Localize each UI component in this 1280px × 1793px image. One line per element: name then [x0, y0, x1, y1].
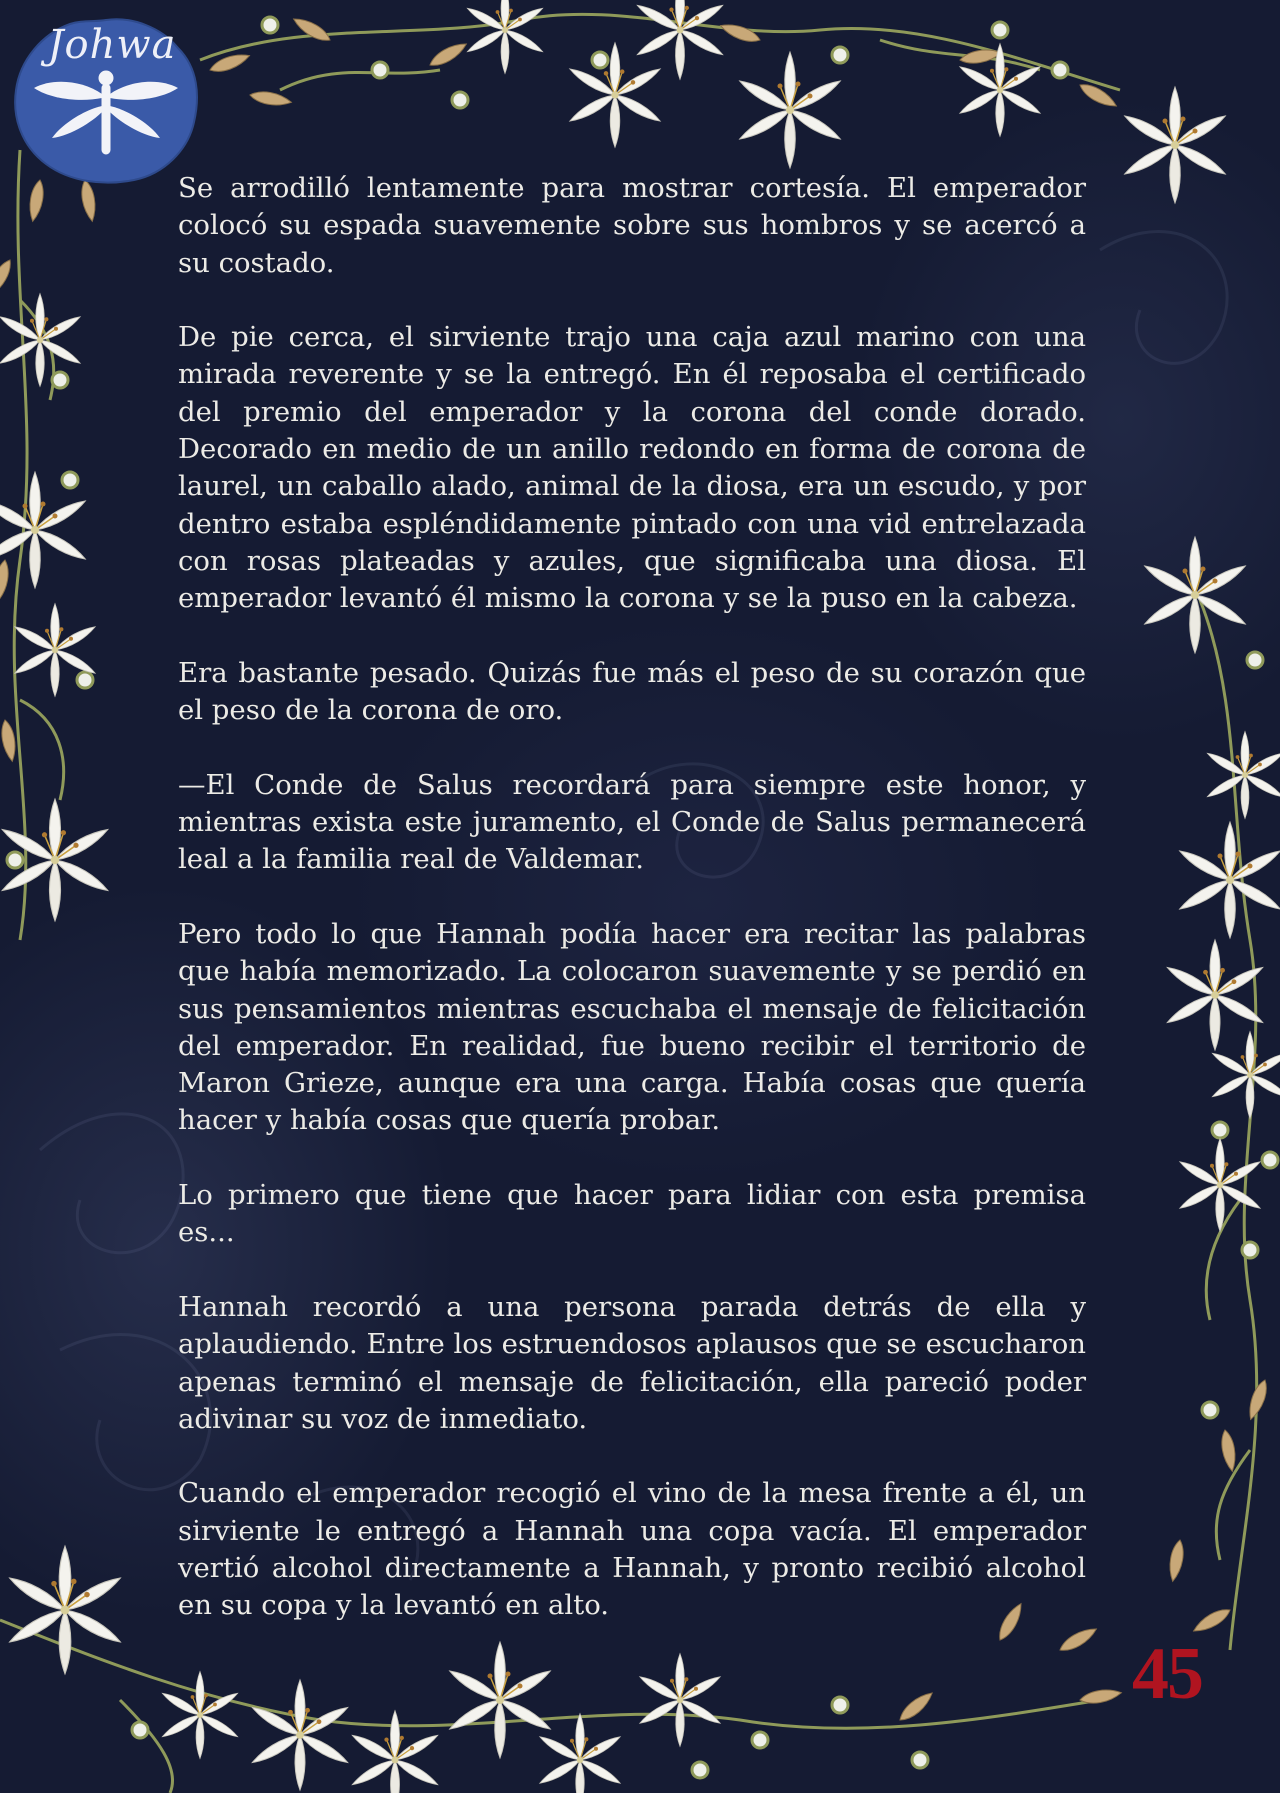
- page-number: 45: [1132, 1633, 1202, 1715]
- chapter-text: [178, 170, 1086, 1662]
- paragraph: Pero todo lo que Hannah podía hacer era recitar las palabras que había memorizado. La colocaron suavemente y se perdió en sus pensamientos mientras escuchaba el mensaje de felicitación del emperador. En realidad, fue bueno recibir el territorio de Maron Grieze, aunque era una carga. Había cosas que quería hacer y había cosas que quería probar.: [178, 917, 1086, 1137]
- paragraph: Hannah recordó a una persona parada detrás de ella y aplaudiendo. Entre los estruendosos aplausos que se escucharon apenas terminó el mensaje de felicitación, ella pareció poder adivinar su voz de inmediato.: [178, 1290, 1086, 1435]
- paragraph: Cuando el emperador recogió el vino de la mesa frente a él, un sirviente le entregó a Hannah una copa vacía. El emperador vertió alcohol directamente a Hannah, y pronto recibió alcohol en su copa y la levantó en alto.: [178, 1477, 1086, 1622]
- paragraph: Se arrodilló lentamente para mostrar cortesía. El emperador colocó su espada suavemente sobre sus hombros y se acercó a su costado.: [178, 172, 1086, 279]
- paragraph: —El Conde de Salus recordará para siempre este honor, y mientras exista este juramento, el Conde de Salus permanecerá leal a la familia real de Valdemar.: [178, 768, 1086, 876]
- publisher-logo: [12, 14, 200, 186]
- paragraph: De pie cerca, el sirviente trajo una caja azul marino con una mirada reverente y se la entregó. En él reposaba el certificado del premio del emperador y la corona del conde dorado. Decorado en medio de un anillo redondo en forma de corona de laurel, un caballo alado, animal de la diosa, era un escudo, y por dentro estaba espléndidamente pintado con una vid entrelazada con rosas plateadas y azules, que significaba una diosa. El emperador levantó él mismo la corona y se la puso en la cabeza.: [178, 321, 1086, 615]
- paragraph: Lo primero que tiene que hacer para lidiar con esta premisa es...: [178, 1179, 1086, 1249]
- logo-text: Johwa: [47, 22, 177, 68]
- paragraph: Era bastante pesado. Quizás fue más el peso de su corazón que el peso de la corona de oro.: [178, 656, 1086, 727]
